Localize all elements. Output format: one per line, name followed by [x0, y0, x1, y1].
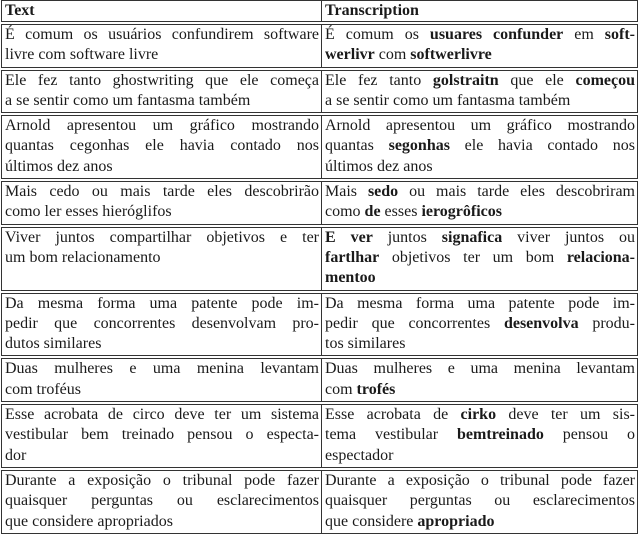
transcription-cell [322, 25, 637, 67]
text-segment: quantas cegonhas ele havia contado nos [5, 137, 319, 155]
header-text: Text [2, 1, 322, 21]
text-line [5, 314, 319, 334]
text-segment: ele havia contado nos [449, 137, 635, 155]
error-word: golstraitn [432, 71, 499, 89]
text-segment: que considere apropriados [5, 512, 173, 530]
text-line [5, 202, 319, 222]
error-word: fartlhar [325, 248, 380, 266]
text-line [5, 157, 319, 177]
transcription-cell [322, 359, 637, 401]
text-line [5, 25, 319, 45]
error-word: E ver [325, 228, 373, 246]
text-line [325, 314, 635, 334]
table-row [1, 404, 638, 468]
text-segment: quaisquer perguntas ou esclarecimentos [325, 492, 635, 510]
text-segment: dor [5, 446, 27, 464]
text-line [325, 471, 635, 491]
text-line [325, 380, 635, 400]
text-line [5, 405, 319, 425]
error-word: ierogrôficos [421, 203, 502, 221]
text-segment: Duas mulheres e uma menina levantam [5, 360, 319, 378]
text-segment: esses [380, 203, 422, 221]
table-header-row [1, 0, 638, 22]
text-line [5, 512, 319, 532]
text-segment: pedir que concorrentes [325, 314, 504, 332]
text-segment: É comum os [325, 26, 430, 43]
text-segment: Ele fez tanto [325, 71, 433, 89]
transcription-cell [322, 182, 637, 224]
text-segment: que ele [498, 71, 576, 89]
original-text-cell [2, 228, 322, 290]
error-word: softwerlivre [410, 46, 492, 64]
text-segment: Da mesma forma uma patente pode im- [325, 294, 635, 312]
original-text-cell [2, 182, 322, 224]
error-word: relaciona- [566, 248, 635, 266]
error-word: signafica [441, 228, 503, 246]
text-line [5, 294, 319, 314]
error-word: apropriado [417, 512, 495, 530]
transcription-cell [322, 116, 637, 178]
text-segment: como [325, 203, 365, 221]
original-text-cell [2, 471, 322, 533]
text-line [5, 446, 319, 466]
text-segment: objetivos ter um bom [379, 248, 567, 266]
text-segment: como ler esses hieróglifos [5, 203, 172, 221]
text-line [325, 228, 635, 248]
text-segment: quaisquer perguntas ou esclarecimentos [5, 492, 319, 510]
text-segment: quantas [325, 137, 389, 155]
text-segment: pensou o [543, 426, 636, 444]
text-line [325, 182, 635, 202]
error-word: mentoo [325, 269, 376, 287]
text-segment: produ- [578, 314, 636, 332]
text-line [5, 248, 319, 268]
text-segment: a se sentir como um fantasma também [325, 91, 571, 109]
text-line [5, 116, 319, 136]
text-line [325, 359, 635, 379]
text-segment: em [563, 26, 605, 43]
text-segment: deve ter um sis- [496, 406, 636, 424]
text-segment: com troféus [5, 380, 81, 398]
text-line [5, 380, 319, 400]
transcription-cell [322, 405, 637, 467]
error-word: segonhas [388, 137, 450, 155]
table-row [1, 70, 638, 114]
text-segment: pedir que concorrentes desenvolvam pro- [5, 314, 319, 332]
text-line [325, 157, 635, 177]
text-line [325, 116, 635, 136]
error-word: sedo [367, 183, 399, 201]
error-word: de [364, 203, 381, 221]
text-line [325, 294, 635, 314]
text-segment: ou mais tarde eles descobriram [398, 183, 635, 201]
text-segment: Mais [325, 183, 368, 201]
text-segment: viver juntos ou [502, 228, 636, 246]
text-line [5, 136, 319, 156]
text-segment: Duas mulheres e uma menina levantam [325, 360, 635, 378]
text-segment: Esse acrobata de [325, 406, 461, 424]
error-word: soft- [604, 26, 636, 43]
text-line [5, 359, 319, 379]
text-segment: livre com software livre [5, 46, 159, 64]
text-line [325, 334, 635, 354]
error-word: werlivr [325, 46, 375, 64]
transcription-table [1, 0, 638, 534]
text-line [325, 45, 635, 65]
text-line [5, 471, 319, 491]
table-row [1, 358, 638, 402]
text-line [325, 491, 635, 511]
text-line [5, 182, 319, 202]
text-line [325, 202, 635, 222]
error-word: bemtreinado [457, 426, 544, 444]
text-segment: com [374, 46, 411, 64]
original-text-cell [2, 71, 322, 113]
table-row [1, 24, 638, 68]
original-text-cell [2, 405, 322, 467]
text-segment: espectador [325, 446, 394, 464]
text-line [325, 425, 635, 445]
text-line [5, 71, 319, 91]
text-segment: vestibular bem treinado pensou o especta- [5, 426, 319, 444]
table-row [1, 115, 638, 179]
text-segment: tos similares [325, 335, 406, 353]
text-segment: juntos [372, 228, 442, 246]
table-row [1, 293, 638, 357]
transcription-cell [322, 228, 637, 290]
text-segment: Arnold apresentou um gráfico mostrando [5, 117, 319, 135]
text-segment: Ele fez tanto ghostwriting que ele começa [5, 71, 319, 89]
text-line [5, 425, 319, 445]
text-line [5, 45, 319, 65]
text-segment: Arnold apresentou um gráfico mostrando [325, 117, 635, 135]
text-segment: tema vestibular [325, 426, 458, 444]
header-transcription: Transcription [325, 2, 419, 19]
table-row [1, 181, 638, 225]
text-line [325, 446, 635, 466]
table-row [1, 227, 638, 291]
text-line [325, 268, 635, 288]
text-line [325, 512, 635, 532]
transcription-cell [322, 71, 637, 113]
transcription-cell [322, 294, 637, 356]
table-row [1, 470, 638, 534]
text-segment: Durante a exposição o tribunal pode fazer [5, 471, 319, 489]
text-segment: Durante a exposição o tribunal pode fazer [325, 471, 635, 489]
text-segment: Mais cedo ou mais tarde eles descobrirão [5, 183, 319, 201]
text-line [325, 25, 635, 45]
text-segment: Viver juntos compartilhar objetivos e ter [5, 228, 319, 246]
text-segment: que considere [325, 512, 418, 530]
error-word: trofés [356, 380, 396, 398]
text-line [325, 91, 635, 111]
original-text-cell [2, 359, 322, 401]
original-text-cell [2, 25, 322, 67]
text-segment: Da mesma forma uma patente pode im- [5, 294, 319, 312]
text-line [5, 491, 319, 511]
text-segment: dutos similares [5, 335, 102, 353]
error-word: cirko [460, 406, 497, 424]
original-text-cell [2, 294, 322, 356]
text-line [5, 334, 319, 354]
error-word: usuares confunder [429, 26, 564, 43]
text-line [5, 91, 319, 111]
text-segment: Esse acrobata de circo deve ter um sistema [5, 406, 319, 424]
text-segment: últimos dez anos [5, 157, 113, 175]
text-line [325, 248, 635, 268]
text-segment: É comum os usuários confundirem software [5, 26, 319, 43]
text-line [325, 136, 635, 156]
text-line [325, 405, 635, 425]
text-segment: um bom relacionamento [5, 248, 161, 266]
text-segment: a se sentir como um fantasma também [5, 91, 251, 109]
error-word: começou [575, 71, 636, 89]
text-segment: com [325, 380, 357, 398]
text-segment: últimos dez anos [325, 157, 433, 175]
transcription-cell [322, 471, 637, 533]
original-text-cell [2, 116, 322, 178]
text-line [5, 228, 319, 248]
error-word: desenvolva [503, 314, 579, 332]
text-line [325, 71, 635, 91]
